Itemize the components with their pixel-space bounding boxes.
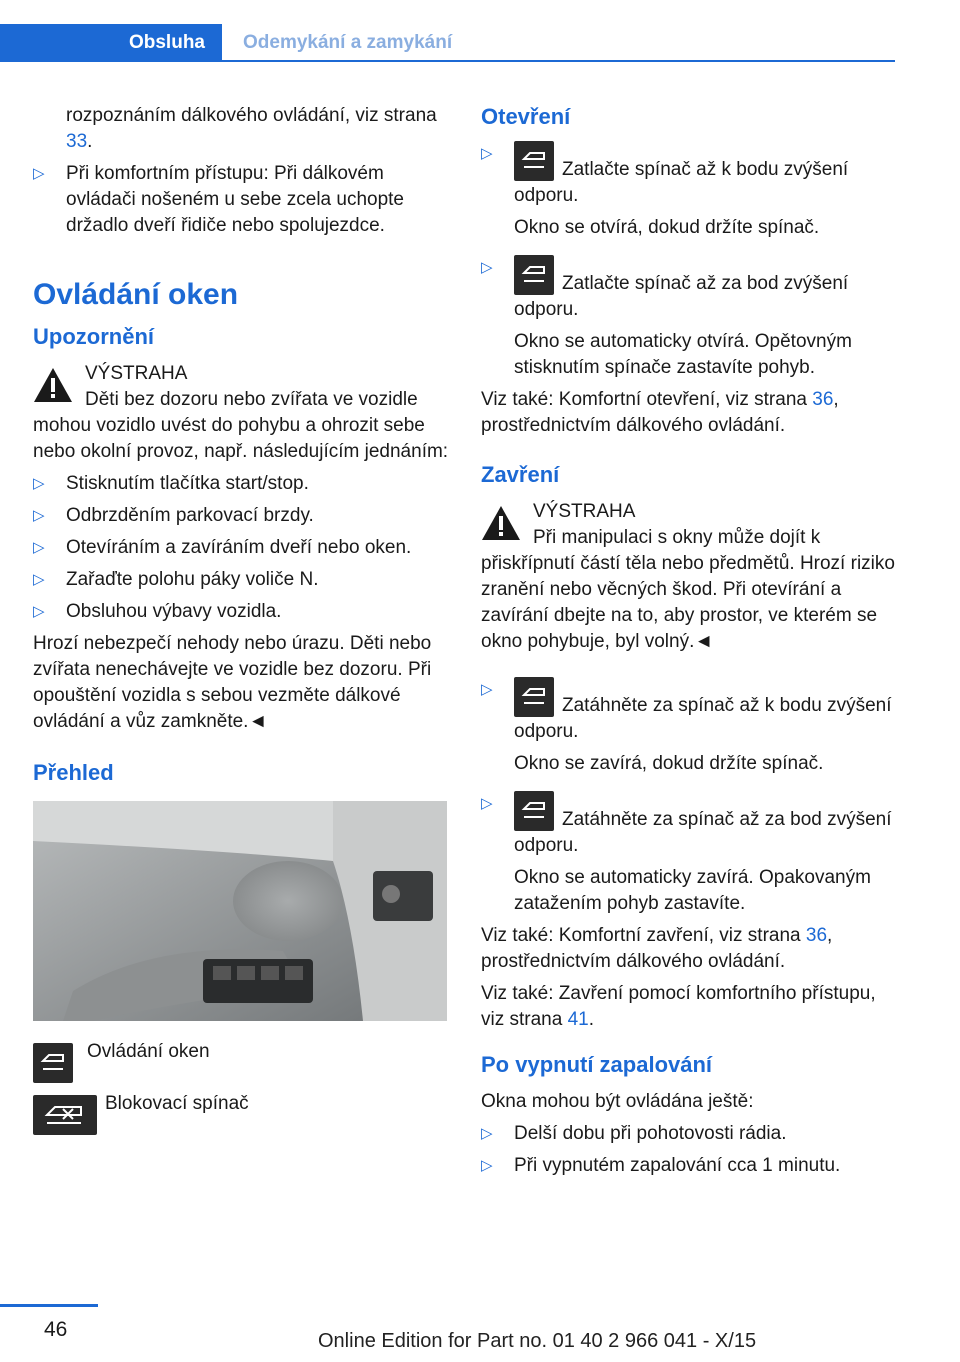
window-switch-icon [33, 1043, 73, 1083]
door-panel-illustration [33, 801, 447, 1021]
list-item-text: Zatáhněte za spínač až za bod zvýšení odporu. [514, 809, 892, 856]
page-link[interactable]: 36 [805, 925, 828, 946]
list-item-note: Okno se automaticky zavírá. Opakovaným zatažením pohyb zastavíte. [514, 867, 871, 914]
warning-title: VÝSTRAHA [85, 363, 188, 384]
list-item-text: Delší dobu při pohotovosti rádia. [514, 1123, 787, 1144]
header-tab-section[interactable]: Odemykání a zamykání [243, 32, 453, 53]
warning-block [33, 361, 451, 413]
list-item-text: Odbrzděním parkovací brzdy. [66, 505, 314, 526]
left-column [33, 103, 451, 1143]
window-switch-icon [514, 255, 554, 295]
bullet-triangle-icon: ▷ [33, 475, 45, 492]
right-column [481, 103, 895, 1185]
warning-title: VÝSTRAHA [533, 501, 636, 522]
list-item [33, 567, 451, 593]
bullet-triangle-icon: ▷ [481, 795, 493, 812]
bullet-triangle-icon: ▷ [33, 539, 45, 556]
bullet-triangle-icon: ▷ [481, 145, 493, 162]
footer-rule [0, 1304, 98, 1307]
header-tab-chapter[interactable]: Obsluha [0, 24, 222, 61]
list-item [33, 471, 451, 497]
continued-text [33, 103, 451, 155]
list-item [481, 141, 895, 209]
window-switch-icon [514, 141, 554, 181]
list-item-text: Zatlačte spínač až k bodu zvýšení odporu. [514, 159, 849, 206]
edition-footer: Online Edition for Part no. 01 40 2 966 041 - X/15 [318, 1330, 757, 1352]
bullet-triangle-icon: ▷ [33, 507, 45, 524]
subsection-title-overview: Přehled [33, 760, 114, 785]
list-item [33, 161, 451, 239]
see-also-text-end: , prostřednictvím dálkového ovládání. [481, 925, 833, 972]
bullet-triangle-icon: ▷ [33, 603, 45, 620]
list-item-note: Okno se automaticky otvírá. Opětovným stisknutím spínače zastavíte pohyb. [514, 331, 852, 378]
warning-text: Při manipulaci s okny může dojít k přiskřípnutí částí těla nebo předmětů. Hrozí riziko zranění nebo věcných škod. Při otevírání a zavírání dbejte na to, aby prostor, ve kterém se okno pohybuje, byl volný.◄ [481, 527, 895, 652]
list-item-note: Okno se otvírá, dokud držíte spínač. [514, 217, 820, 238]
bullet-triangle-icon: ▷ [481, 1157, 493, 1174]
subsection-title-warning: Upozornění [33, 324, 154, 349]
list-item-text: Zatáhněte za spínač až k bodu zvýšení odporu. [514, 695, 892, 742]
page-link[interactable]: 33 [66, 131, 88, 152]
page-link[interactable]: 41 [567, 1009, 589, 1030]
see-also [481, 923, 895, 975]
page-link[interactable]: 36 [812, 389, 834, 410]
list-item-text: Stisknutím tlačítka start/stop. [66, 473, 309, 494]
list-item [481, 1121, 895, 1147]
bullet-triangle-icon: ▷ [481, 1125, 493, 1142]
list-item-text: Zatlačte spínač až za bod zvýšení odporu. [514, 273, 849, 320]
legend-label: Ovládání oken [87, 1041, 210, 1062]
page-header [0, 0, 895, 62]
window-switch-icon [514, 791, 554, 831]
list-item [481, 677, 895, 745]
subsection-title-close: Zavření [481, 462, 560, 487]
ignition-text: Okna mohou být ovládána ještě: [481, 1091, 754, 1112]
warning-icon [481, 505, 521, 541]
legend-window-controls [33, 1039, 451, 1083]
cont-text-end: . [87, 131, 93, 152]
list-item-text: Při vypnutém zapalování cca 1 minutu. [514, 1155, 841, 1176]
subsection-title-open: Otevření [481, 104, 571, 129]
list-item-note: Okno se zavírá, dokud držíte spínač. [514, 753, 824, 774]
subsection-title-ignition: Po vypnutí zapalování [481, 1052, 713, 1077]
list-item-text: Obsluhou výbavy vozidla. [66, 601, 282, 622]
bullet-triangle-icon: ▷ [33, 571, 45, 588]
list-item [33, 535, 451, 561]
warning-text: Děti bez dozoru nebo zvířata ve vozidle mohou vozidlo uvést do pohybu a ohrozit sebe nebo okolní provoz, např. následujícím jednáním: [33, 389, 449, 462]
warning-block [481, 499, 895, 551]
see-also-text: Viz také: Komfortní otevření, viz strana [481, 389, 813, 410]
cont-text: rozpoznáním dálkového ovládání, viz strana [66, 105, 437, 126]
legend-lock-switch [33, 1091, 451, 1135]
list-item [481, 255, 895, 323]
see-also-text: Viz také: Komfortní zavření, viz strana [481, 925, 806, 946]
see-also-text-end: . [588, 1009, 595, 1030]
see-also-text-end: , prostřednictvím dálkového ovládání. [481, 389, 839, 436]
list-item-text: Otevíráním a zavíráním dveří nebo oken. [66, 537, 412, 558]
warning-conclusion: Hrozí nebezpečí nehody nebo úrazu. Děti nebo zvířata nenechávejte ve vozidle bez dozoru. Při opouštění vozidla s sebou vezměte dálkové ovládání a vůz zamkněte.◄ [33, 633, 432, 732]
legend-label: Blokovací spínač [105, 1093, 249, 1114]
list-item [481, 1153, 895, 1179]
see-also-text: Viz také: Zavření pomocí komfortního přístupu, viz strana [481, 983, 876, 1030]
bullet-triangle-icon: ▷ [33, 165, 45, 182]
window-switch-icon [514, 677, 554, 717]
section-title: Ovládání oken [33, 278, 239, 311]
list-item [33, 599, 451, 625]
see-also [481, 387, 895, 439]
page-number: 46 [44, 1318, 68, 1341]
see-also [481, 981, 895, 1033]
header-rule [0, 60, 895, 62]
bullet-triangle-icon: ▷ [481, 681, 493, 698]
warning-icon [33, 367, 73, 403]
door-panel-photo [33, 801, 447, 1021]
window-lock-switch-icon [33, 1095, 97, 1135]
list-item [33, 503, 451, 529]
bullet-triangle-icon: ▷ [481, 259, 493, 276]
list-item [481, 791, 895, 859]
list-item-text: Při komfortním přístupu: Při dálkovém ovládači nošeném u sebe zcela uchopte držadlo dveří řidiče nebo spolujezdce. [66, 163, 405, 236]
list-item-text: Zařaďte polohu páky voliče N. [66, 569, 319, 590]
